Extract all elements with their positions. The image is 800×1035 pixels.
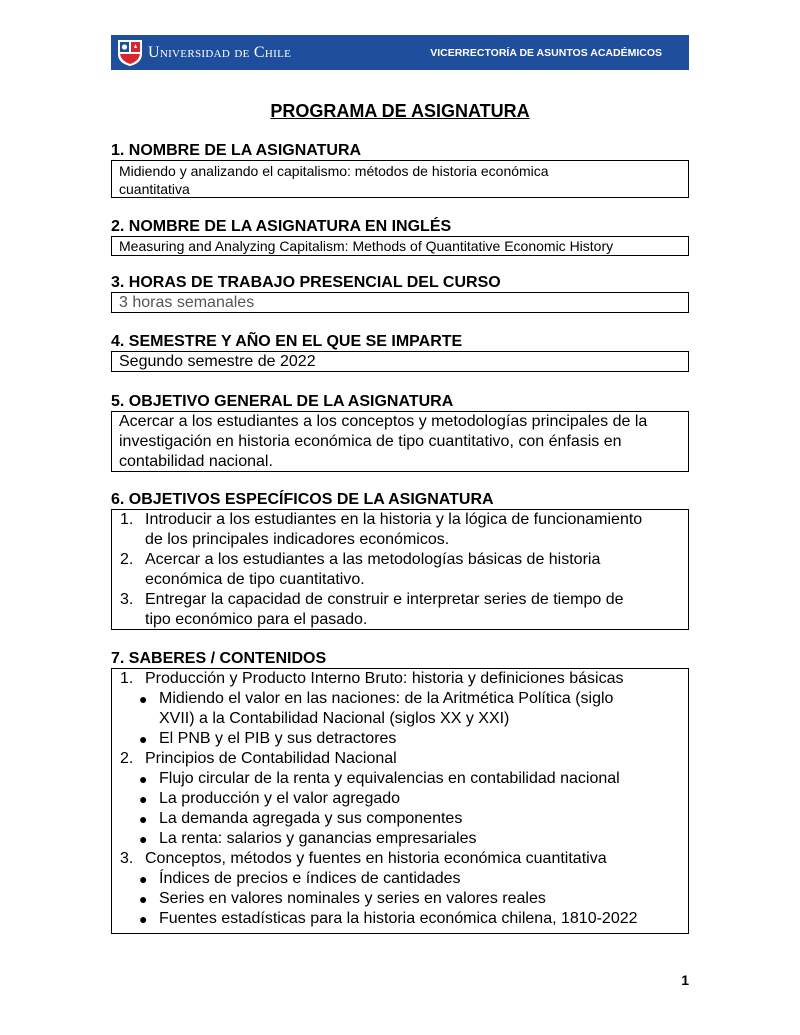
content-bullet (112, 889, 688, 909)
contents-box (111, 668, 689, 934)
objective-item (112, 550, 688, 590)
general-objective-box (111, 411, 689, 472)
section-contents (111, 650, 689, 934)
objective-number: 3. (120, 591, 134, 608)
bullet-icon: ● (139, 911, 148, 927)
office-name: VICERRECTORÍA DE ASUNTOS ACADÉMICOS (430, 47, 662, 59)
university-name: Universidad de Chile (148, 44, 292, 61)
objective-line: contabilidad nacional. (119, 453, 273, 470)
bullet-text: Fuentes estadísticas para la historia económica chilena, 1810-2022 (159, 910, 638, 927)
specific-objectives-list (112, 510, 688, 630)
bullet-icon: ● (139, 891, 148, 907)
section-course-name-english (111, 218, 689, 256)
objective-number: 2. (120, 551, 134, 568)
content-bullet (112, 689, 688, 729)
section-heading: 7. SABERES / CONTENIDOS (111, 650, 327, 667)
bullet-icon: ● (139, 691, 148, 707)
content-bullet (112, 909, 688, 929)
bullet-text: La demanda agregada y sus componentes (159, 810, 463, 827)
document-title: PROGRAMA DE ASIGNATURA (270, 101, 530, 121)
section-heading: 6. OBJETIVOS ESPECÍFICOS DE LA ASIGNATURA (111, 491, 494, 508)
section-contact-hours (111, 274, 689, 313)
bullet-text: La producción y el valor agregado (159, 790, 401, 807)
section-heading: 1. NOMBRE DE LA ASIGNATURA (111, 142, 362, 159)
section-general-objective (111, 393, 689, 472)
unit-title: Principios de Contabilidad Nacional (145, 750, 397, 767)
unit-number: 2. (120, 750, 134, 767)
unit-number: 1. (120, 670, 134, 687)
objective-text: económica de tipo cuantitativo. (145, 571, 365, 588)
section-heading: 4. SEMESTRE Y AÑO EN EL QUE SE IMPARTE (111, 333, 463, 350)
bullet-text: Índices de precios e índices de cantidades (159, 870, 461, 887)
contact-hours-text: 3 horas semanales (119, 294, 255, 311)
bullet-text: Series en valores nominales y series en valores reales (159, 890, 546, 907)
contents-list (112, 669, 688, 929)
university-crest-icon (116, 38, 144, 67)
unit-number: 3. (120, 850, 134, 867)
objective-text: tipo económico para el pasado. (145, 611, 368, 628)
bullet-icon: ● (139, 771, 148, 787)
bullet-icon: ● (139, 811, 148, 827)
content-bullet (112, 829, 688, 849)
section-heading: 5. OBJETIVO GENERAL DE LA ASIGNATURA (111, 393, 454, 410)
section-semester (111, 333, 689, 372)
bullet-text: La renta: salarios y ganancias empresariales (159, 830, 477, 847)
objective-line: Acercar a los estudiantes a los conceptos y metodologías principales de la (119, 413, 648, 430)
page-number: 1 (681, 972, 689, 988)
bullet-text: Midiendo el valor en las naciones: de la Aritmética Política (siglo (159, 690, 614, 707)
semester-box (111, 351, 689, 372)
objective-item (112, 590, 688, 630)
section-heading: 2. NOMBRE DE LA ASIGNATURA EN INGLÉS (111, 218, 452, 235)
objective-text: de los principales indicadores económicos. (145, 531, 450, 548)
course-name-line: cuantitativa (119, 181, 190, 197)
objective-number: 1. (120, 511, 134, 528)
objective-text: Introducir a los estudiantes en la historia y la lógica de funcionamiento (145, 511, 643, 528)
section-course-name (111, 142, 689, 198)
specific-objectives-box (111, 509, 689, 630)
unit-title: Conceptos, métodos y fuentes en historia económica cuantitativa (145, 850, 607, 867)
bullet-text: El PNB y el PIB y sus detractores (159, 730, 397, 747)
content-unit (112, 669, 688, 689)
section-heading: 3. HORAS DE TRABAJO PRESENCIAL DEL CURSO (111, 274, 501, 291)
bullet-text: XVII) a la Contabilidad Nacional (siglos XX y XXI) (159, 710, 510, 727)
bullet-icon: ● (139, 731, 148, 747)
contact-hours-box (111, 292, 689, 313)
objective-text: Acercar a los estudiantes a las metodologías básicas de historia (145, 551, 601, 568)
objective-item (112, 510, 688, 550)
course-name-line: Midiendo y analizando el capitalismo: métodos de historia económica (119, 163, 549, 179)
content-unit (112, 749, 688, 769)
course-name-box (111, 160, 689, 198)
english-name-text: Measuring and Analyzing Capitalism: Methods of Quantitative Economic History (119, 238, 614, 254)
section-specific-objectives (111, 491, 689, 630)
semester-text: Segundo semestre de 2022 (119, 353, 316, 370)
content-bullet (112, 869, 688, 889)
content-bullet (112, 729, 688, 749)
bullet-icon: ● (139, 831, 148, 847)
bullet-text: Flujo circular de la renta y equivalencias en contabilidad nacional (159, 770, 620, 787)
content-bullet (112, 789, 688, 809)
english-name-box (111, 236, 689, 256)
objective-text: Entregar la capacidad de construir e interpretar series de tiempo de (145, 591, 624, 608)
header-band (111, 35, 689, 70)
bullet-icon: ● (139, 871, 148, 887)
bullet-icon: ● (139, 791, 148, 807)
objective-line: investigación en historia económica de tipo cuantitativo, con énfasis en (119, 433, 622, 450)
content-bullet (112, 809, 688, 829)
content-unit (112, 849, 688, 869)
content-bullet (112, 769, 688, 789)
unit-title: Producción y Producto Interno Bruto: historia y definiciones básicas (145, 670, 624, 687)
